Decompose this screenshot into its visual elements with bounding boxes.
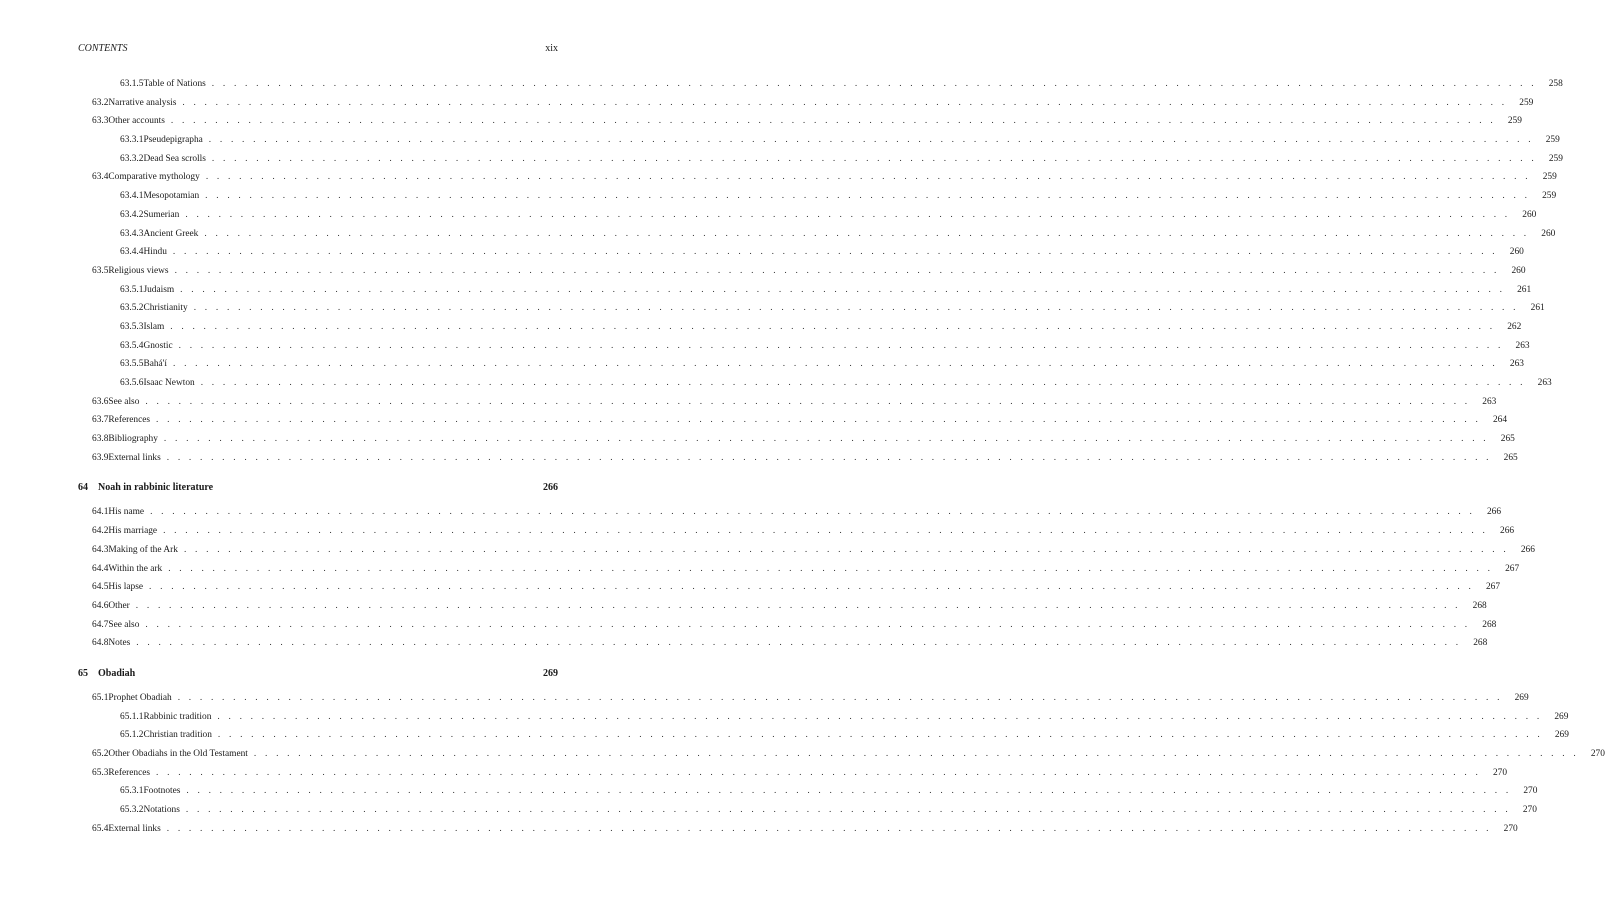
dot-leader: . . . . . . . . . . . . . . . . . . . . . . . . . . . . . . . . . . . . . . . . . . . . . . . . . . . . . . . . . . . . . . . . . . . . . . . . . . . . . . . . . . . . . . . . . . . . . . . . . . . . . . . . . . . . . . . . . . . . . . . . — [180, 284, 1506, 295]
toc-entry-page: 267 — [1505, 563, 1520, 574]
toc-entry-title: See also — [108, 396, 140, 407]
dot-leader: . . . . . . . . . . . . . . . . . . . . . . . . . . . . . . . . . . . . . . . . . . . . . . . . . . . . . . . . . . . . . . . . . . . . . . . . . . . . . . . . . . . . . . . . . . . . . . . . . . . . . . . . . . . . . . . . . . . . . . . . — [205, 172, 1531, 183]
toc-entry-title: External links — [108, 452, 161, 463]
dot-leader: . . . . . . . . . . . . . . . . . . . . . . . . . . . . . . . . . . . . . . . . . . . . . . . . . . . . . . . . . . . . . . . . . . . . . . . . . . . . . . . . . . . . . . . . . . . . . . . . . . . . . . . . . . . . . . . . . . . . . . . . — [156, 767, 1482, 778]
dot-leader: . . . . . . . . . . . . . . . . . . . . . . . . . . . . . . . . . . . . . . . . . . . . . . . . . . . . . . . . . . . . . . . . . . . . . . . . . . . . . . . . . . . . . . . . . . . . . . . . . . . . . . . . . . . . . . . . . . . . . . . . — [217, 711, 1543, 722]
toc-entry[interactable] — [78, 804, 1537, 823]
toc-entry-title: References — [108, 415, 151, 426]
toc-entry-number: 63.7 — [92, 415, 109, 426]
toc-entry[interactable] — [78, 414, 1508, 433]
toc-entry-page: 269 — [1514, 692, 1529, 703]
toc-entry-number: 64.4 — [92, 563, 109, 574]
toc-entry-title: Narrative analysis — [108, 97, 177, 108]
toc-entry-title: His marriage — [108, 526, 158, 537]
toc-entry-title: Notations — [143, 805, 180, 816]
toc-entry[interactable] — [78, 433, 1515, 452]
toc-entry[interactable] — [78, 284, 1532, 303]
page-number: xix — [545, 43, 558, 54]
dot-leader: . . . . . . . . . . . . . . . . . . . . . . . . . . . . . . . . . . . . . . . . . . . . . . . . . . . . . . . . . . . . . . . . . . . . . . . . . . . . . . . . . . . . . . . . . . . . . . . . . . . . . . . . . . . . . . . . . . . . . . . . — [177, 692, 1503, 703]
toc-entry-page: 258 — [1548, 79, 1563, 89]
toc-entry[interactable] — [78, 302, 1545, 321]
toc-entry-title: Isaac Newton — [143, 378, 195, 388]
toc-entry-number: 63.5.3 — [120, 321, 144, 332]
page-header — [78, 43, 558, 54]
dot-leader: . . . . . . . . . . . . . . . . . . . . . . . . . . . . . . . . . . . . . . . . . . . . . . . . . . . . . . . . . . . . . . . . . . . . . . . . . . . . . . . . . . . . . . . . . . . . . . . . . . . . . . . . . . . . . . . . . . . . . . . . — [211, 153, 1537, 164]
toc-entry[interactable] — [78, 525, 1515, 544]
toc-entry-title: Footnotes — [143, 786, 181, 797]
toc-entry-page: 262 — [1507, 321, 1522, 332]
dot-leader: . . . . . . . . . . . . . . . . . . . . . . . . . . . . . . . . . . . . . . . . . . . . . . . . . . . . . . . . . . . . . . . . . . . . . . . . . . . . . . . . . . . . . . . . . . . . . . . . . . . . . . . . . . . . . . . . . . . . . . . . — [186, 786, 1512, 797]
dot-leader: . . . . . . . . . . . . . . . . . . . . . . . . . . . . . . . . . . . . . . . . . . . . . . . . . . . . . . . . . . . . . . . . . . . . . . . . . . . . . . . . . . . . . . . . . . . . . . . . . . . . . . . . . . . . . . . . . . . . . . . . — [150, 507, 1476, 518]
toc-entry-title: Making of the Ark — [108, 544, 178, 555]
dot-leader: . . . . . . . . . . . . . . . . . . . . . . . . . . . . . . . . . . . . . . . . . . . . . . . . . . . . . . . . . . . . . . . . . . . . . . . . . . . . . . . . . . . . . . . . . . . . . . . . . . . . . . . . . . . . . . . . . . . . . . . . — [200, 378, 1526, 388]
toc-entry[interactable] — [78, 246, 1524, 265]
toc-entry-number: 63.1.5 — [120, 79, 144, 89]
toc-entry-number: 63.5 — [92, 265, 109, 276]
dot-leader: . . . . . . . . . . . . . . . . . . . . . . . . . . . . . . . . . . . . . . . . . . . . . . . . . . . . . . . . . . . . . . . . . . . . . . . . . . . . . . . . . . . . . . . . . . . . . . . . . . . . . . . . . . . . . . . . . . . . . . . . — [208, 135, 1534, 146]
toc-entry-title: Christian tradition — [143, 730, 212, 741]
toc-entry-title: Judaism — [143, 284, 175, 295]
toc-entry-page: 264 — [1492, 415, 1508, 426]
toc-entry-number: 64.7 — [92, 619, 109, 630]
dot-leader: . . . . . . . . . . . . . . . . . . . . . . . . . . . . . . . . . . . . . . . . . . . . . . . . . . . . . . . . . . . . . . . . . . . . . . . . . . . . . . . . . . . . . . . . . . . . . . . . . . . . . . . . . . . . . . . . . . . . . . . . — [166, 452, 1492, 463]
toc-entry-number: 64.2 — [92, 526, 109, 537]
toc-entry-number: 63.8 — [92, 434, 109, 445]
toc-entry-page: 265 — [1500, 434, 1515, 445]
dot-leader: . . . . . . . . . . . . . . . . . . . . . . . . . . . . . . . . . . . . . . . . . . . . . . . . . . . . . . . . . . . . . . . . . . . . . . . . . . . . . . . . . . . . . . . . . . . . . . . . . . . . . . . . . . . . . . . . . . . . . . . . — [149, 582, 1475, 593]
toc-entry-title: Bahá'í — [143, 359, 167, 370]
toc-chapter[interactable] — [78, 482, 558, 506]
toc-entry-title: Religious views — [108, 265, 169, 276]
toc-entry-page: 259 — [1542, 172, 1557, 183]
toc-entry-number: 63.5.6 — [120, 378, 144, 388]
toc-entry-page: 259 — [1519, 97, 1534, 108]
toc-entry-page: 266 — [1520, 544, 1535, 555]
dot-leader: . . . . . . . . . . . . . . . . . . . . . . . . . . . . . . . . . . . . . . . . . . . . . . . . . . . . . . . . . . . . . . . . . . . . . . . . . . . . . . . . . . . . . . . . . . . . . . . . . . . . . . . . . . . . . . . . . . . . . . . . — [168, 563, 1494, 574]
toc-entry[interactable] — [78, 377, 1552, 396]
toc-entry-page: 267 — [1485, 582, 1501, 593]
toc-entry-number: 63.6 — [92, 396, 109, 407]
toc-entry[interactable] — [78, 153, 1563, 172]
toc-entry-number: 63.3.1 — [120, 135, 144, 146]
toc-entry-title: Christianity — [143, 303, 188, 314]
toc-entry[interactable] — [78, 452, 1518, 471]
toc-entry-title: Table of Nations — [143, 79, 206, 89]
dot-leader: . . . . . . . . . . . . . . . . . . . . . . . . . . . . . . . . . . . . . . . . . . . . . . . . . . . . . . . . . . . . . . . . . . . . . . . . . . . . . . . . . . . . . . . . . . . . . . . . . . . . . . . . . . . . . . . . . . . . . . . . — [166, 823, 1492, 834]
toc-entry-number: 64.8 — [92, 638, 109, 649]
toc-entry-title: Rabbinic tradition — [143, 711, 212, 722]
toc-entry-page: 270 — [1523, 786, 1538, 797]
toc-entry-number: 63.4.3 — [120, 228, 144, 239]
toc-entry-page: 265 — [1503, 452, 1518, 463]
dot-leader: . . . . . . . . . . . . . . . . . . . . . . . . . . . . . . . . . . . . . . . . . . . . . . . . . . . . . . . . . . . . . . . . . . . . . . . . . . . . . . . . . . . . . . . . . . . . . . . . . . . . . . . . . . . . . . . . . . . . . . . . — [135, 600, 1461, 611]
toc-entry-page: 263 — [1509, 359, 1524, 370]
toc-entry-number: 63.4.2 — [120, 209, 144, 220]
toc-entry-number: 65.3.2 — [120, 805, 144, 816]
dot-leader: . . . . . . . . . . . . . . . . . . . . . . . . . . . . . . . . . . . . . . . . . . . . . . . . . . . . . . . . . . . . . . . . . . . . . . . . . . . . . . . . . . . . . . . . . . . . . . . . . . . . . . . . . . . . . . . . . . . . . . . . — [182, 97, 1508, 108]
toc-entry[interactable] — [78, 619, 1497, 638]
toc-entry[interactable] — [78, 358, 1524, 377]
toc-entry-page: 270 — [1590, 749, 1605, 759]
toc-entry-title: Notes — [108, 638, 131, 649]
dot-leader: . . . . . . . . . . . . . . . . . . . . . . . . . . . . . . . . . . . . . . . . . . . . . . . . . . . . . . . . . . . . . . . . . . . . . . . . . . . . . . . . . . . . . . . . . . . . . . . . . . . . . . . . . . . . . . . . . . . . . . . . — [174, 265, 1500, 276]
toc-entry-page: 259 — [1545, 135, 1560, 146]
dot-leader: . . . . . . . . . . . . . . . . . . . . . . . . . . . . . . . . . . . . . . . . . . . . . . . . . . . . . . . . . . . . . . . . . . . . . . . . . . . . . . . . . . . . . . . . . . . . . . . . . . . . . . . . . . . . . . . . . . . . . . . . — [145, 619, 1471, 630]
toc-entry-number: 64.1 — [92, 507, 109, 518]
toc-entry-number: 63.2 — [92, 97, 109, 108]
toc-entry-page: 270 — [1492, 767, 1508, 778]
toc-entry-title: Pseudepigrapha — [143, 135, 203, 146]
toc-entry-number: 64.6 — [92, 600, 109, 611]
toc-entry[interactable] — [78, 228, 1556, 247]
toc-entry-number: 63.3.2 — [120, 153, 144, 164]
toc-entry[interactable] — [78, 265, 1526, 284]
toc-entry-page: 260 — [1509, 247, 1524, 258]
toc-entry[interactable] — [78, 729, 1569, 748]
toc-entry[interactable] — [78, 78, 1563, 97]
toc-entry-page: 268 — [1473, 638, 1488, 649]
toc-entry[interactable] — [78, 97, 1534, 116]
toc-entry-number: 64.5 — [92, 582, 109, 593]
toc-chapter[interactable] — [78, 668, 558, 692]
dot-leader: . . . . . . . . . . . . . . . . . . . . . . . . . . . . . . . . . . . . . . . . . . . . . . . . . . . . . . . . . . . . . . . . . . . . . . . . . . . . . . . . . . . . . . . . . . . . . . . . . . . . . . . . . . . . . . . . . . . . . . . . — [193, 303, 1519, 314]
dot-leader: . . . . . . . . . . . . . . . . . . . . . . . . . . . . . . . . . . . . . . . . . . . . . . . . . . . . . . . . . . . . . . . . . . . . . . . . . . . . . . . . . . . . . . . . . . . . . . . . . . . . . . . . . . . . . . . . . . . . . . . . — [204, 228, 1530, 239]
dot-leader: . . . . . . . . . . . . . . . . . . . . . . . . . . . . . . . . . . . . . . . . . . . . . . . . . . . . . . . . . . . . . . . . . . . . . . . . . . . . . . . . . . . . . . . . . . . . . . . . . . . . . . . . . . . . . . . . . . . . . . . . — [173, 359, 1498, 370]
toc-chapter-title: Noah in rabbinic literature — [98, 482, 214, 494]
toc-entry-title: Islam — [143, 321, 165, 332]
toc-entry[interactable] — [78, 563, 1520, 582]
toc-entry-title: Within the ark — [108, 563, 163, 574]
dot-leader: . . . . . . . . . . . . . . . . . . . . . . . . . . . . . . . . . . . . . . . . . . . . . . . . . . . . . . . . . . . . . . . . . . . . . . . . . . . . . . . . . . . . . . . . . . . . . . . . . . . . . . . . . . . . . . . . . . . . . . . . — [178, 340, 1504, 351]
toc-entry-title: See also — [108, 619, 140, 630]
toc-chapter-title: Obadiah — [98, 667, 136, 679]
toc-entry-title: Dead Sea scrolls — [143, 153, 206, 164]
toc-entry[interactable] — [78, 600, 1487, 619]
toc-chapter-page: 269 — [543, 667, 558, 679]
toc-entry-title: His name — [108, 507, 145, 518]
dot-leader: . . . . . . . . . . . . . . . . . . . . . . . . . . . . . . . . . . . . . . . . . . . . . . . . . . . . . . . . . . . . . . . . . . . . . . . . . . . . . . . . . . . . . . . . . . . . . . . . . . . . . . . . . . . . . . . . . . . . . . . . — [170, 116, 1496, 127]
toc-entry-number: 65.2 — [92, 749, 109, 759]
toc-entry-page: 270 — [1503, 823, 1518, 834]
toc-entry-title: External links — [108, 823, 161, 834]
toc-entry-page: 269 — [1554, 711, 1569, 722]
toc-entry[interactable] — [78, 321, 1522, 340]
toc-entry-title: Other Obadiahs in the Old Testament — [108, 749, 248, 759]
toc-entry-page: 266 — [1486, 507, 1502, 518]
toc-entry-page: 260 — [1511, 265, 1526, 276]
dot-leader: . . . . . . . . . . . . . . . . . . . . . . . . . . . . . . . . . . . . . . . . . . . . . . . . . . . . . . . . . . . . . . . . . . . . . . . . . . . . . . . . . . . . . . . . . . . . . . . . . . . . . . . . . . . . . . . . . . . . . . . . — [163, 526, 1489, 537]
dot-leader: . . . . . . . . . . . . . . . . . . . . . . . . . . . . . . . . . . . . . . . . . . . . . . . . . . . . . . . . . . . . . . . . . . . . . . . . . . . . . . . . . . . . . . . . . . . . . . . . . . . . . . . . . . . . . . . . . . . . . . . . — [145, 396, 1471, 407]
toc-entry-number: 64.3 — [92, 544, 109, 555]
toc-entry[interactable] — [78, 396, 1497, 415]
toc-entry[interactable] — [78, 692, 1529, 711]
table-of-contents — [78, 78, 1605, 841]
toc-entry-number: 63.5.2 — [120, 303, 144, 314]
toc-entry-page: 263 — [1482, 396, 1497, 407]
toc-entry-page: 266 — [1500, 526, 1515, 537]
toc-entry-number: 63.4.1 — [120, 191, 144, 202]
toc-entry[interactable] — [78, 134, 1560, 153]
dot-leader: . . . . . . . . . . . . . . . . . . . . . . . . . . . . . . . . . . . . . . . . . . . . . . . . . . . . . . . . . . . . . . . . . . . . . . . . . . . . . . . . . . . . . . . . . . . . . . . . . . . . . . . . . . . . . . . . . . . . . . . . — [163, 434, 1489, 445]
toc-entry-number: 63.4.4 — [120, 247, 144, 258]
toc-entry[interactable] — [78, 171, 1557, 190]
toc-entry[interactable] — [78, 115, 1522, 134]
toc-entry[interactable] — [78, 544, 1535, 563]
toc-entry-number: 63.5.4 — [120, 340, 144, 351]
toc-entry-number: 63.5.1 — [120, 284, 144, 295]
toc-entry[interactable] — [78, 823, 1518, 842]
toc-entry-page: 268 — [1482, 619, 1497, 630]
toc-entry-page: 261 — [1530, 303, 1545, 314]
toc-entry-number: 65.3.1 — [120, 786, 144, 797]
toc-entry-page: 259 — [1548, 153, 1563, 164]
dot-leader: . . . . . . . . . . . . . . . . . . . . . . . . . . . . . . . . . . . . . . . . . . . . . . . . . . . . . . . . . . . . . . . . . . . . . . . . . . . . . . . . . . . . . . . . . . . . . . . . . . . . . . . . . . . . . . . . . . . . . . . . — [183, 544, 1509, 555]
dot-leader: . . . . . . . . . . . . . . . . . . . . . . . . . . . . . . . . . . . . . . . . . . . . . . . . . . . . . . . . . . . . . . . . . . . . . . . . . . . . . . . . . . . . . . . . . . . . . . . . . . . . . . . . . . . . . . . . . . . . . . . . — [185, 805, 1511, 816]
dot-leader: . . . . . . . . . . . . . . . . . . . . . . . . . . . . . . . . . . . . . . . . . . . . . . . . . . . . . . . . . . . . . . . . . . . . . . . . . . . . . . . . . . . . . . . . . . . . . . . . . . . . . . . . . . . . . . . . . . . . . . . . — [170, 321, 1496, 332]
toc-entry[interactable] — [78, 506, 1502, 525]
toc-entry-title: Sumerian — [143, 209, 180, 220]
toc-chapter-number: 64 — [78, 482, 88, 494]
toc-entry[interactable] — [78, 748, 1605, 767]
toc-chapter-page: 266 — [543, 482, 558, 494]
toc-entry[interactable] — [78, 190, 1557, 209]
toc-entry-number: 65.1.1 — [120, 711, 144, 722]
toc-entry-number: 63.9 — [92, 452, 109, 463]
toc-entry[interactable] — [78, 209, 1537, 228]
toc-entry-number: 65.4 — [92, 823, 109, 834]
toc-entry-page: 263 — [1515, 340, 1530, 351]
toc-entry[interactable] — [78, 785, 1538, 804]
dot-leader: . . . . . . . . . . . . . . . . . . . . . . . . . . . . . . . . . . . . . . . . . . . . . . . . . . . . . . . . . . . . . . . . . . . . . . . . . . . . . . . . . . . . . . . . . . . . . . . . . . . . . . . . . . . . . . . . . . . . . . . . — [172, 247, 1498, 258]
toc-entry-number: 65.1.2 — [120, 730, 144, 741]
toc-entry-page: 263 — [1537, 378, 1552, 388]
toc-entry-title: Prophet Obadiah — [108, 692, 172, 703]
dot-leader: . . . . . . . . . . . . . . . . . . . . . . . . . . . . . . . . . . . . . . . . . . . . . . . . . . . . . . . . . . . . . . . . . . . . . . . . . . . . . . . . . . . . . . . . . . . . . . . . . . . . . . . . . . . . . . . . . . . . . . . . — [136, 638, 1462, 649]
toc-entry-page: 270 — [1522, 805, 1537, 816]
toc-entry-title: Bibliography — [108, 434, 158, 445]
toc-entry-title: His lapse — [108, 582, 144, 593]
dot-leader: . . . . . . . . . . . . . . . . . . . . . . . . . . . . . . . . . . . . . . . . . . . . . . . . . . . . . . . . . . . . . . . . . . . . . . . . . . . . . . . . . . . . . . . . . . . . . . . . . . . . . . . . . . . . . . . . . . . . . . . . — [156, 415, 1482, 426]
toc-entry-title: References — [108, 767, 151, 778]
running-title: CONTENTS — [78, 43, 128, 54]
toc-entry-number: 63.4 — [92, 172, 109, 183]
dot-leader: . . . . . . . . . . . . . . . . . . . . . . . . . . . . . . . . . . . . . . . . . . . . . . . . . . . . . . . . . . . . . . . . . . . . . . . . . . . . . . . . . . . . . . . . . . . . . . . . . . . . . . . . . . . . . . . . . . . . . . . . — [205, 191, 1531, 202]
toc-entry-number: 65.1 — [92, 692, 109, 703]
toc-entry-title: Gnostic — [143, 340, 173, 351]
dot-leader: . . . . . . . . . . . . . . . . . . . . . . . . . . . . . . . . . . . . . . . . . . . . . . . . . . . . . . . . . . . . . . . . . . . . . . . . . . . . . . . . . . . . . . . . . . . . . . . . . . . . . . . . . . . . . . . . . . . . . . . . — [217, 730, 1543, 741]
dot-leader: . . . . . . . . . . . . . . . . . . . . . . . . . . . . . . . . . . . . . . . . . . . . . . . . . . . . . . . . . . . . . . . . . . . . . . . . . . . . . . . . . . . . . . . . . . . . . . . . . . . . . . . . . . . . . . . . . . . . . . . . — [253, 749, 1579, 759]
toc-chapter-number: 65 — [78, 667, 88, 679]
toc-entry-title: Ancient Greek — [143, 228, 199, 239]
toc-entry[interactable] — [78, 581, 1501, 600]
toc-entry-number: 63.3 — [92, 116, 109, 127]
dot-leader: . . . . . . . . . . . . . . . . . . . . . . . . . . . . . . . . . . . . . . . . . . . . . . . . . . . . . . . . . . . . . . . . . . . . . . . . . . . . . . . . . . . . . . . . . . . . . . . . . . . . . . . . . . . . . . . . . . . . . . . . — [211, 79, 1537, 89]
toc-entry-page: 260 — [1541, 228, 1556, 239]
toc-entry-page: 260 — [1522, 209, 1537, 220]
toc-entry[interactable] — [78, 711, 1569, 730]
toc-entry-page: 269 — [1554, 730, 1569, 741]
toc-entry-number: 63.5.5 — [120, 359, 144, 370]
toc-entry-number: 65.3 — [92, 767, 109, 778]
toc-entry-page: 259 — [1507, 116, 1522, 127]
dot-leader: . . . . . . . . . . . . . . . . . . . . . . . . . . . . . . . . . . . . . . . . . . . . . . . . . . . . . . . . . . . . . . . . . . . . . . . . . . . . . . . . . . . . . . . . . . . . . . . . . . . . . . . . . . . . . . . . . . . . . . . . — [185, 209, 1511, 220]
toc-entry-title: Comparative mythology — [108, 172, 200, 183]
toc-entry[interactable] — [78, 767, 1508, 786]
toc-entry[interactable] — [78, 340, 1530, 359]
toc-entry-title: Hindu — [143, 247, 167, 258]
toc-entry-title: Other accounts — [108, 116, 165, 127]
toc-entry-title: Other — [108, 600, 130, 611]
toc-entry-page: 259 — [1542, 191, 1557, 202]
toc-entry[interactable] — [78, 637, 1488, 656]
toc-entry-page: 261 — [1517, 284, 1532, 295]
toc-entry-page: 268 — [1472, 600, 1487, 611]
toc-entry-title: Mesopotamian — [143, 191, 200, 202]
